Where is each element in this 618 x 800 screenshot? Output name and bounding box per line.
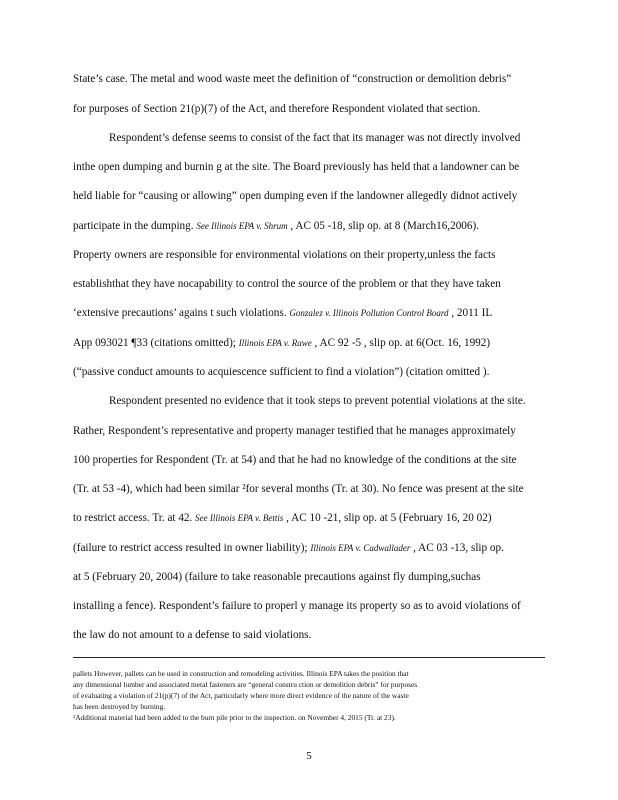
text-segment: ‘extensive precautions’ agains t such violations. (73, 307, 290, 319)
body-line (73, 306, 492, 320)
body-line: the law do not amount to a defense to said violations. (73, 629, 312, 641)
body-line: (Tr. at 53 -4), which had been similar ²for several months (Tr. at 30). No fence was present at the site (73, 483, 524, 495)
text-segment: , AC 92 -5 , slip op. at 6(Oct. 16, 1992) (311, 337, 491, 349)
body-line (73, 541, 504, 555)
footnote-separator (73, 657, 545, 658)
body-line: Rather, Respondent’s representative and property manager testified that he manages approximately (73, 425, 516, 437)
body-line: establishthat they have nocapability to control the source of the problem or that they have taken (73, 278, 501, 290)
footnote-line: ²Additional material had been added to the burn pile prior to the inspection. on November 4, 2015 (Tr. at 23). (73, 713, 396, 722)
case-citation: Gonzalez v. Illinois Pollution Control Board (289, 308, 449, 318)
body-line: installing a fence). Respondent’s failure to properl y manage its property so as to avoid violations of (73, 600, 521, 612)
body-line: (“passive conduct amounts to acquiescence sufficient to find a violation”) (citation omitted ). (73, 366, 490, 378)
text-segment: to restrict access. Tr. at 42. (73, 512, 196, 524)
case-citation: Illinois EPA v. Rawe (238, 338, 312, 348)
case-citation: See Illinois EPA v. Shrum (196, 221, 288, 231)
text-segment: App 093021 ¶33 (citations omitted); (73, 337, 239, 349)
footnote-line: any dimensional lumber and associated metal fasteners are “general constru ction or demolition debris” for purposes (73, 680, 418, 689)
body-line: inthe open dumping and burnin g at the site. The Board previously has held that a landowner can be (73, 161, 520, 173)
body-line (73, 511, 492, 525)
footnote-line: has been destroyed by burning. (73, 702, 166, 711)
body-line (73, 219, 479, 233)
body-line: State’s case. The metal and wood waste meet the definition of “construction or demolition debris” (73, 73, 512, 85)
text-segment: , 2011 IL (448, 307, 493, 319)
body-line: Respondent’s defense seems to consist of the fact that its manager was not directly involved (109, 132, 521, 144)
body-line: 100 properties for Respondent (Tr. at 54) and that he had no knowledge of the conditions at the site (73, 454, 517, 466)
body-line: Property owners are responsible for environmental violations on their property,unless the facts (73, 249, 496, 261)
body-line: for purposes of Section 21(p)(7) of the Act, and therefore Respondent violated that section. (73, 103, 481, 115)
footnote-line: of evaluating a violation of 21(p)(7) of the Act, particularly where more direct evidence of the nature of the waste (73, 691, 409, 700)
footnote-line: pallets However, pallets can be used in construction and remodeling activities. Illinois EPA takes the position that (73, 669, 409, 678)
body-line: held liable for “causing or allowing” open dumping even if the landowner allegedly didnot actively (73, 190, 518, 202)
case-citation: Illinois EPA v. Cadwallader (310, 543, 411, 553)
text-segment: , AC 05 -18, slip op. at 8 (March16,2006). (287, 220, 480, 232)
text-segment: (failure to restrict access resulted in owner liability); (73, 542, 311, 554)
text-segment: participate in the dumping. (73, 220, 197, 232)
body-line: Respondent presented no evidence that it took steps to prevent potential violations at the site. (109, 395, 526, 407)
body-line: at 5 (February 20, 2004) (failure to take reasonable precautions against fly dumping,suchas (73, 571, 481, 583)
text-segment: , AC 03 -13, slip op. (410, 542, 504, 554)
body-line (73, 336, 490, 350)
page-number: 5 (306, 750, 312, 762)
case-citation: See Illinois EPA v. Bettis (195, 513, 284, 523)
text-segment: , AC 10 -21, slip op. at 5 (February 16, 20 02) (283, 512, 492, 524)
